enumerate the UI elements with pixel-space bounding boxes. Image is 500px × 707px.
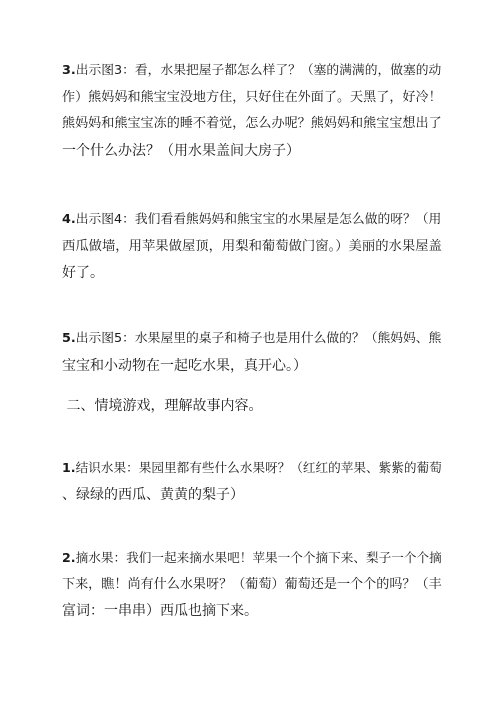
paragraph-step-5 [62, 326, 442, 379]
paragraph-step-3 [62, 58, 442, 164]
step-number: 5. [62, 331, 76, 346]
text-line: 4.出示图4：我们看看熊妈妈和熊宝宝的水果屋是怎么做的呀？（用 [62, 212, 442, 227]
section-heading [62, 393, 442, 420]
section-heading-text: 二、情境游戏，理解故事内容。 [62, 398, 263, 414]
text-line: 1.结识水果：果园里都有些什么水果呀？（红红的苹果、紫紫的葡萄 [62, 460, 442, 475]
paragraph-game-2 [62, 545, 442, 625]
paragraph-game-1 [62, 455, 442, 508]
text-line: 5.出示图5：水果屋里的桌子和椅子也是用什么做的？（熊妈妈、熊 [62, 331, 442, 346]
paragraph-step-4 [62, 207, 442, 287]
step-number: 2. [62, 550, 76, 565]
step-number: 4. [62, 212, 76, 227]
step-number: 3. [62, 63, 76, 78]
step-number: 1. [62, 460, 76, 475]
text-line: 熊妈妈和熊宝宝冻的睡不着觉，怎么办呢？熊妈妈和熊宝宝想出了 [62, 116, 442, 131]
text-line: 西瓜做墙，用苹果做屋顶，用梨和葡萄做门窗。）美丽的水果屋盖 [62, 238, 442, 254]
text-line: 下来，瞧！尚有什么水果呀？（葡萄）葡萄还是一个个的吗？（丰 [62, 576, 442, 592]
text-line: 好了。 [62, 265, 104, 281]
text-line: 2.摘水果：我们一起来摘水果吧！苹果一个个摘下来、梨子一个个摘 [62, 550, 442, 565]
text-line: 作）熊妈妈和熊宝宝没地方住，只好住在外面了。天黑了，好冷！ [62, 89, 442, 105]
text-line: 一个什么办法？（用水果盖间大房子） [62, 142, 300, 159]
text-line: 宝宝和小动物在一起吃水果，真开心。） [62, 357, 307, 374]
text-line: 3.出示图3：看，水果把屋子都怎么样了？（塞的满满的，做塞的动 [62, 63, 442, 78]
text-line: 、绿绿的西瓜、黄黄的梨子） [62, 486, 244, 503]
text-line: 富词：一串串）西瓜也摘下来。 [62, 603, 258, 619]
